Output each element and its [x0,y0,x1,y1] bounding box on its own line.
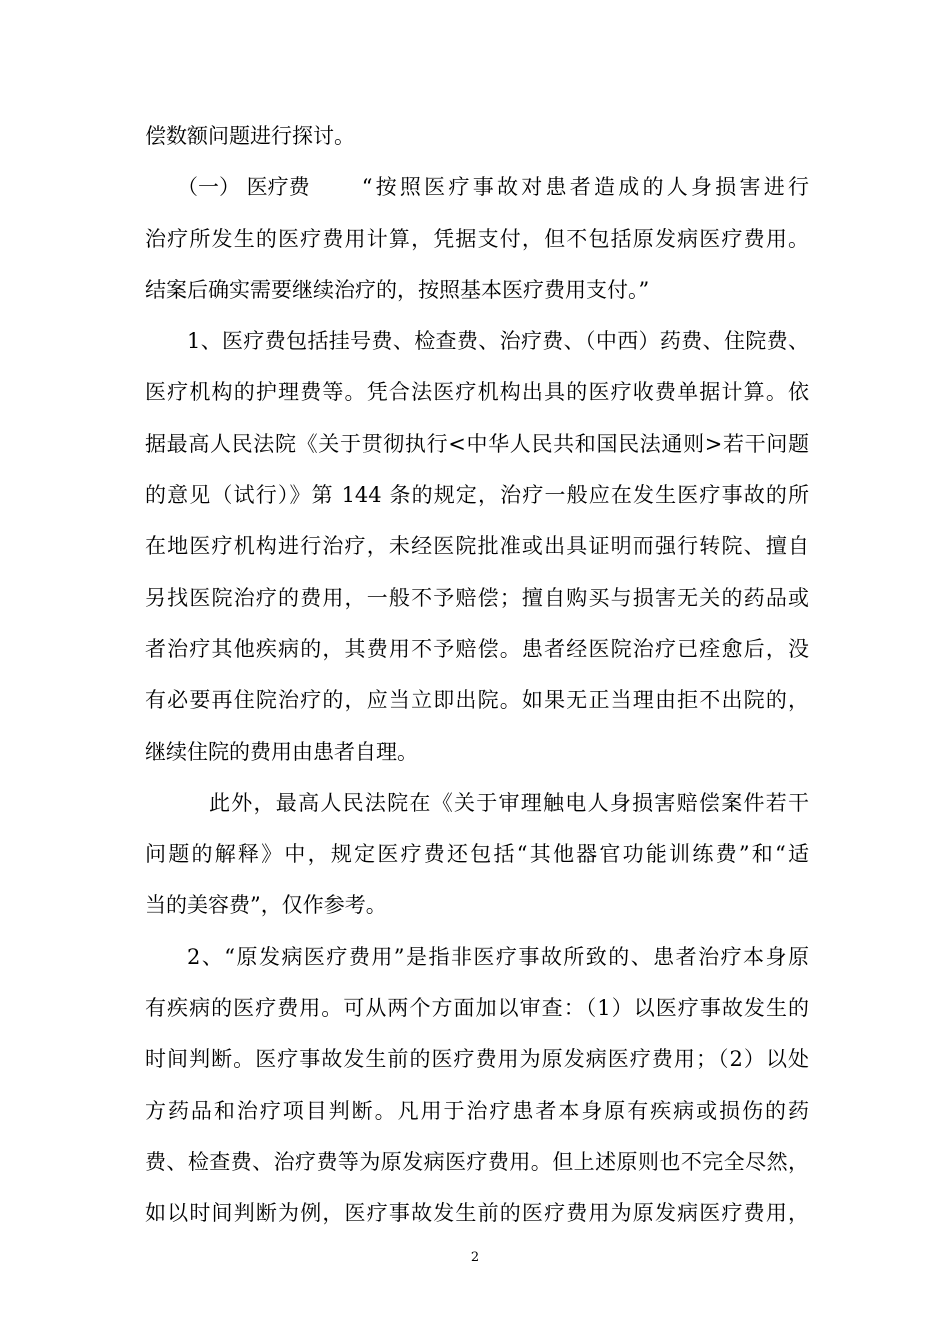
text-line: 偿数额问题进行探讨。 [145,124,355,148]
paragraph-first-line: 1、医疗费包括挂号费、检查费、治疗费、（中西）药费、住院费、 [187,329,809,354]
text-line: 方药品和治疗项目判断。凡用于治疗患者本身原有疾病或损伤的药 [145,1098,809,1123]
paragraph-first-line: 此外，最高人民法院在《关于审理触电人身损害赔偿案件若干 [209,790,809,815]
section-heading-text: “按照医疗事故对患者造成的人身损害进行 [361,175,809,200]
text-line: 医疗机构的护理费等。凭合法医疗机构出具的医疗收费单据计算。依 [145,380,809,405]
section-heading-line [145,162,809,213]
paragraph-first-line: 2、“原发病医疗费用”是指非医疗事故所致的、患者治疗本身原 [187,944,809,969]
text-line: 在地医疗机构进行治疗，未经医院批准或出具证明而强行转院、擅自 [145,534,809,559]
text-line: 治疗所发生的医疗费用计算，凭据支付，但不包括原发病医疗费用。 [145,226,809,251]
text-line: 如以时间判断为例，医疗事故发生前的医疗费用为原发病医疗费用， [145,1201,809,1226]
text-line: 另找医院治疗的费用，一般不予赔偿；擅自购买与损害无关的药品或 [145,585,809,610]
text-line: 问题的解释》中，规定医疗费还包括“其他器官功能训练费”和“适 [145,842,809,867]
text-line: 的意见（试行）》第 144 条的规定，治疗一般应在发生医疗事故的所 [145,483,809,508]
text-line: 当的美容费”，仅作参考。 [145,893,387,918]
text-line: 者治疗其他疾病的，其费用不予赔偿。患者经医院治疗已痊愈后，没 [145,636,809,661]
section-heading-label: （一） 医疗费 [177,175,310,200]
body-text [145,111,809,1240]
text-line: 结案后确实需要继续治疗的，按照基本医疗费用支付。” [145,277,650,302]
page-number: 2 [470,1250,480,1265]
text-line: 继续住院的费用由患者自理。 [145,739,418,764]
text-line: 有必要再住院治疗的，应当立即出院。如果无正当理由拒不出院的， [145,688,809,713]
text-line: 据最高人民法院《关于贯彻执行<中华人民共和国民法通则>若干问题 [145,431,809,456]
text-line: 有疾病的医疗费用。可从两个方面加以审查：（1）以医疗事故发生的 [145,996,809,1021]
text-line: 费、检查费、治疗费等为原发病医疗费用。但上述原则也不完全尽然， [145,1149,809,1174]
text-line: 时间判断。医疗事故发生前的医疗费用为原发病医疗费用；（2）以处 [145,1047,809,1072]
